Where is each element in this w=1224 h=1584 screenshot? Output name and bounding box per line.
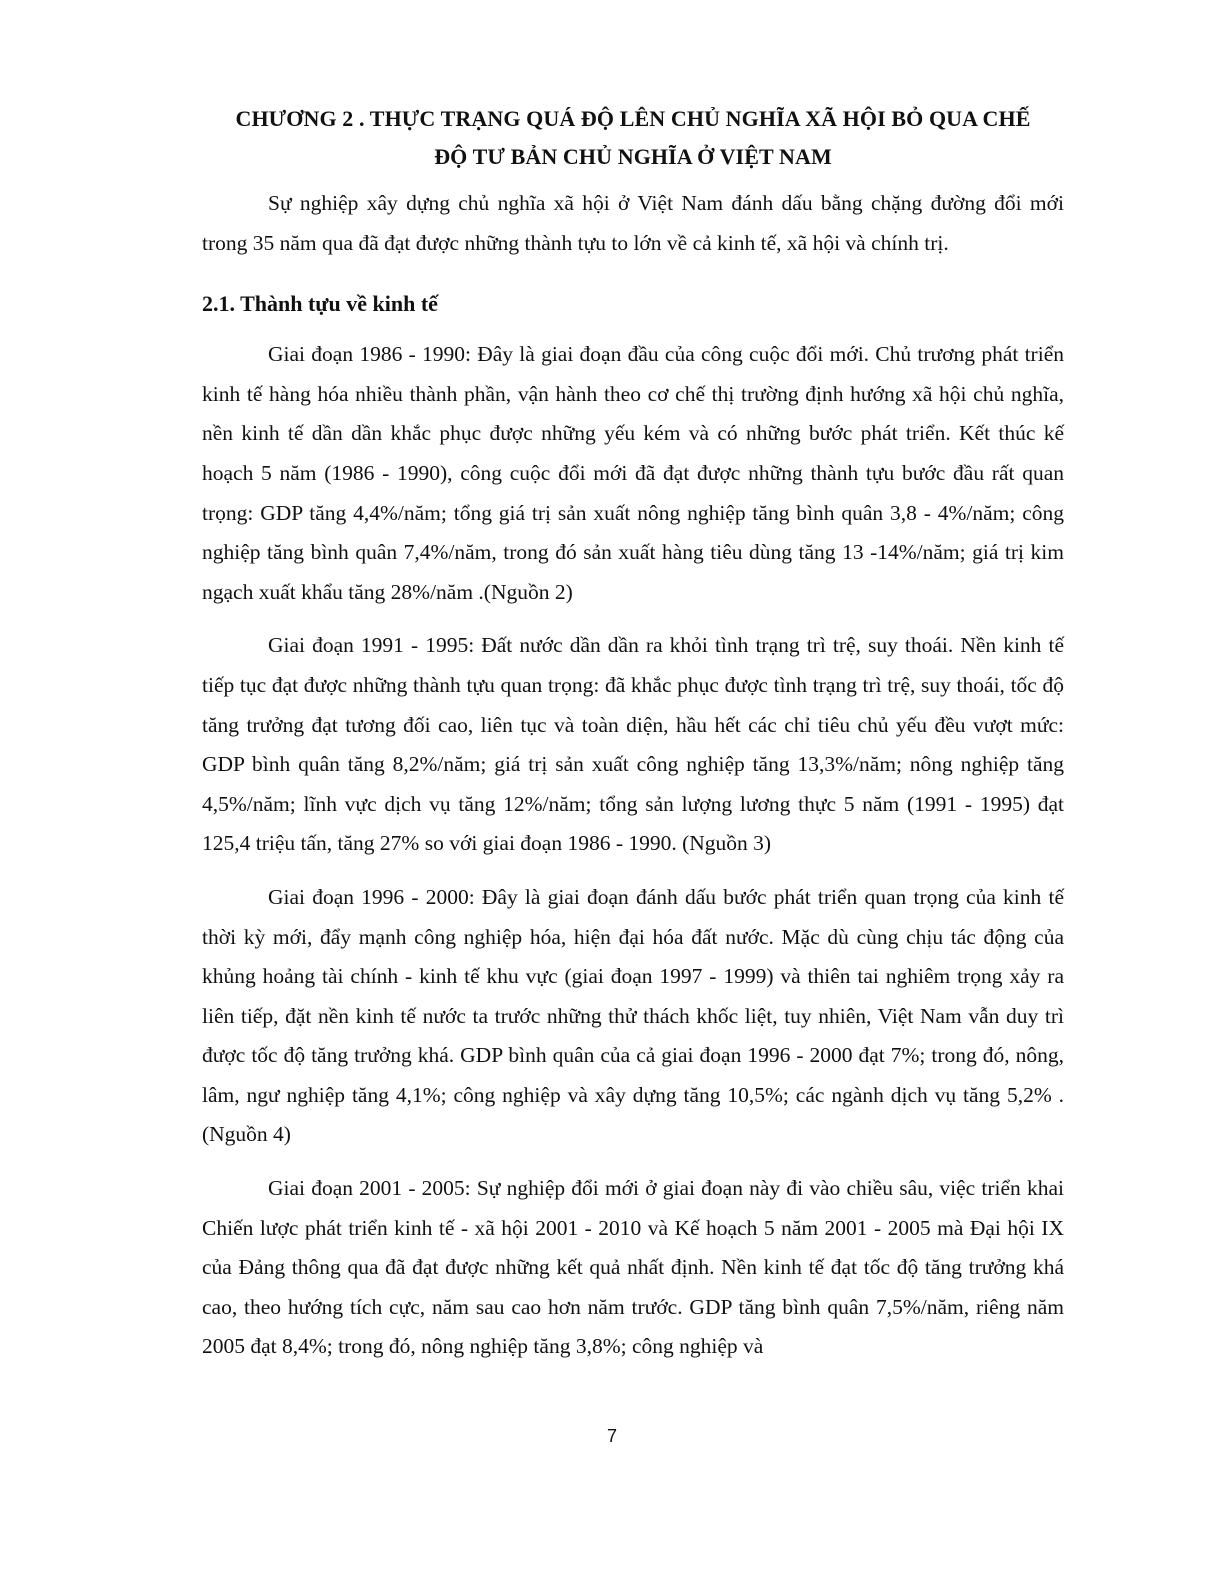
paragraph-2001-2005: Giai đoạn 2001 - 2005: Sự nghiệp đổi mới ở giai đoạn này đi vào chiều sâu, việc triển khai Chiến lược phát triển kinh tế - xã hội 2001 - 2010 và Kế hoạch 5 năm 2001 - 2005 mà Đại hội IX của Đảng thông qua đã đạt được những kết quả nhất định. Nền kinh tế đạt tốc độ tăng trưởng khá cao, theo hướng tích cực, năm sau cao hơn năm trước. GDP tăng bình quân 7,5%/năm, riêng năm 2005 đạt 8,4%; trong đó, nông nghiệp tăng 3,8%; công nghiệp và bbox=[202, 1176, 1064, 1359]
chapter-title-line-2: ĐỘ TƯ BẢN CHỦ NGHĨA Ở VIỆT NAM bbox=[434, 144, 832, 169]
page-number: 7 bbox=[606, 1426, 617, 1446]
chapter-title bbox=[202, 100, 1064, 176]
intro-paragraph: Sự nghiệp xây dựng chủ nghĩa xã hội ở Việt Nam đánh dấu bằng chặng đường đổi mới trong 35 năm qua đã đạt được những thành tựu to lớn về cả kinh tế, xã hội và chính trị. bbox=[202, 191, 1064, 255]
document-page bbox=[202, 100, 1064, 1381]
paragraph-1996-2000: Giai đoạn 1996 - 2000: Đây là giai đoạn đánh dấu bước phát triển quan trọng của kinh tế thời kỳ mới, đẩy mạnh công nghiệp hóa, hiện đại hóa đất nước. Mặc dù cùng chịu tác động của khủng hoảng tài chính - kinh tế khu vực (giai đoạn 1997 - 1999) và thiên tai nghiêm trọng xảy ra liên tiếp, đặt nền kinh tế nước ta trước những thử thách khốc liệt, tuy nhiên, Việt Nam vẫn duy trì được tốc độ tăng trưởng khá. GDP bình quân của cả giai đoạn 1996 - 2000 đạt 7%; trong đó, nông, lâm, ngư nghiệp tăng 4,1%; công nghiệp và xây dựng tăng 10,5%; các ngành dịch vụ tăng 5,2% . (Nguồn 4) bbox=[202, 884, 1064, 1147]
paragraph-1991-1995: Giai đoạn 1991 - 1995: Đất nước dần dần ra khỏi tình trạng trì trệ, suy thoái. Nền kinh tế tiếp tục đạt được những thành tựu quan trọng: đã khắc phục được tình trạng trì trệ, suy thoái, tốc độ tăng trưởng đạt tương đối cao, liên tục và toàn diện, hầu hết các chỉ tiêu chủ yếu đều vượt mức: GDP bình quân tăng 8,2%/năm; giá trị sản xuất công nghiệp tăng 13,3%/năm; nông nghiệp tăng 4,5%/năm; lĩnh vực dịch vụ tăng 12%/năm; tổng sản lượng lương thực 5 năm (1991 - 1995) đạt 125,4 triệu tấn, tăng 27% so với giai đoạn 1986 - 1990. (Nguồn 3) bbox=[202, 633, 1064, 856]
paragraph-1986-1990: Giai đoạn 1986 - 1990: Đây là giai đoạn đầu của công cuộc đổi mới. Chủ trương phát triển kinh tế hàng hóa nhiều thành phần, vận hành theo cơ chế thị trường định hướng xã hội chủ nghĩa, nền kinh tế dần dần khắc phục được những yếu kém và có những bước phát triển. Kết thúc kế hoạch 5 năm (1986 - 1990), công cuộc đổi mới đã đạt được những thành tựu bước đầu rất quan trọng: GDP tăng 4,4%/năm; tổng giá trị sản xuất nông nghiệp tăng bình quân 3,8 - 4%/năm; công nghiệp tăng bình quân 7,4%/năm, trong đó sản xuất hàng tiêu dùng tăng 13 -14%/năm; giá trị kim ngạch xuất khẩu tăng 28%/năm .(Nguồn 2) bbox=[202, 342, 1064, 604]
section-heading: 2.1. Thành tựu về kinh tế bbox=[202, 291, 438, 317]
chapter-title-line-1: CHƯƠNG 2 . THỰC TRẠNG QUÁ ĐỘ LÊN CHỦ NGHĨA XÃ HỘI BỎ QUA CHẾ bbox=[235, 106, 1031, 131]
